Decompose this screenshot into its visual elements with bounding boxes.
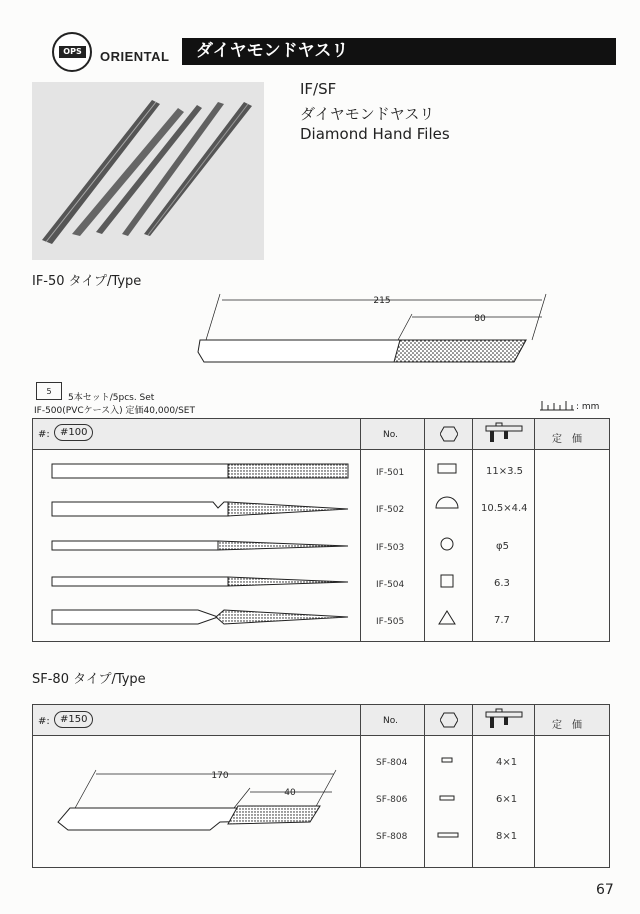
if50-row-4-size: 6.3 — [494, 578, 510, 589]
series-code: IF/SF — [300, 80, 337, 98]
hexagon-icon — [440, 426, 458, 446]
sf80-row-1-no: SF-804 — [376, 758, 408, 768]
if50-row-1-no: IF-501 — [376, 468, 405, 478]
if50-row-2-no: IF-502 — [376, 505, 405, 515]
sf80-row-2-size: 6×1 — [496, 794, 518, 805]
page-banner: ダイヤモンドヤスリ — [182, 38, 616, 65]
brand-name: ORIENTAL — [100, 49, 170, 64]
flat-section-icon — [438, 833, 458, 837]
square-section-icon — [441, 575, 453, 587]
if50-row-5-size: 7.7 — [494, 615, 510, 626]
sf80-grit-prefix: #: — [38, 716, 50, 727]
title-japanese: ダイヤモンドヤスリ — [300, 105, 435, 123]
oriental-logo-icon: OPS — [52, 32, 92, 72]
ruler-icon — [540, 396, 574, 408]
if50-dim-grit: 80 — [474, 314, 486, 324]
triangle-section-icon — [439, 611, 455, 624]
if50-file-drawings — [48, 458, 354, 638]
caliper-icon — [484, 422, 524, 448]
file-if-502 — [52, 502, 348, 516]
hexagon-icon — [440, 712, 458, 732]
if50-col-no: No. — [383, 430, 398, 440]
if50-heading: IF-50 タイプ/Type — [32, 274, 142, 289]
title-english: Diamond Hand Files — [300, 125, 450, 143]
if50-row-4-no: IF-504 — [376, 580, 405, 590]
sf80-row-3-no: SF-808 — [376, 832, 408, 842]
set-note: IF-500(PVCケース入) 定価40,000/SET — [34, 406, 195, 416]
sf80-heading: SF-80 タイプ/Type — [32, 672, 146, 687]
if50-grit-prefix: #: — [38, 429, 50, 440]
caliper-icon — [484, 708, 524, 734]
sf80-grit-badge: #150 — [54, 711, 93, 728]
half-round-section-icon — [436, 497, 458, 508]
sf80-dimension-drawing — [50, 760, 350, 840]
file-if-501 — [52, 464, 348, 478]
set-text: 5本セット/5pcs. Set — [68, 393, 155, 403]
if50-dimension-drawing — [190, 290, 550, 370]
round-section-icon — [441, 538, 453, 550]
page-number: 67 — [596, 882, 614, 898]
sf80-shape-icons — [436, 752, 460, 842]
if50-dim-total: 215 — [373, 296, 391, 306]
sf80-row-2-no: SF-806 — [376, 795, 408, 805]
if50-grit-badge: #100 — [54, 424, 93, 441]
product-photo — [32, 82, 264, 260]
sf80-row-1-size: 4×1 — [496, 757, 518, 768]
set-box-icon — [36, 382, 62, 400]
if50-row-3-size: φ5 — [496, 541, 509, 552]
unit-label: : mm — [576, 402, 600, 412]
flat-section-icon — [442, 758, 452, 762]
sf80-col-no: No. — [383, 716, 398, 726]
sf80-dim-grit: 40 — [284, 788, 296, 798]
rectangle-section-icon — [438, 464, 456, 473]
sf80-col-price: 定 価 — [552, 720, 582, 731]
file-if-505 — [52, 610, 348, 624]
file-if-504 — [52, 577, 348, 586]
sf80-row-3-size: 8×1 — [496, 831, 518, 842]
if50-col-price: 定 価 — [552, 434, 582, 445]
sf80-dim-total: 170 — [211, 771, 229, 781]
set-box-count: 5 — [46, 387, 52, 396]
if50-row-1-size: 11×3.5 — [486, 466, 524, 477]
if50-row-2-size: 10.5×4.4 — [481, 503, 528, 514]
flat-section-icon — [440, 796, 454, 800]
if50-shape-icons — [432, 460, 462, 635]
if50-row-5-no: IF-505 — [376, 617, 405, 627]
file-if-503 — [52, 541, 348, 550]
if50-row-3-no: IF-503 — [376, 543, 405, 553]
